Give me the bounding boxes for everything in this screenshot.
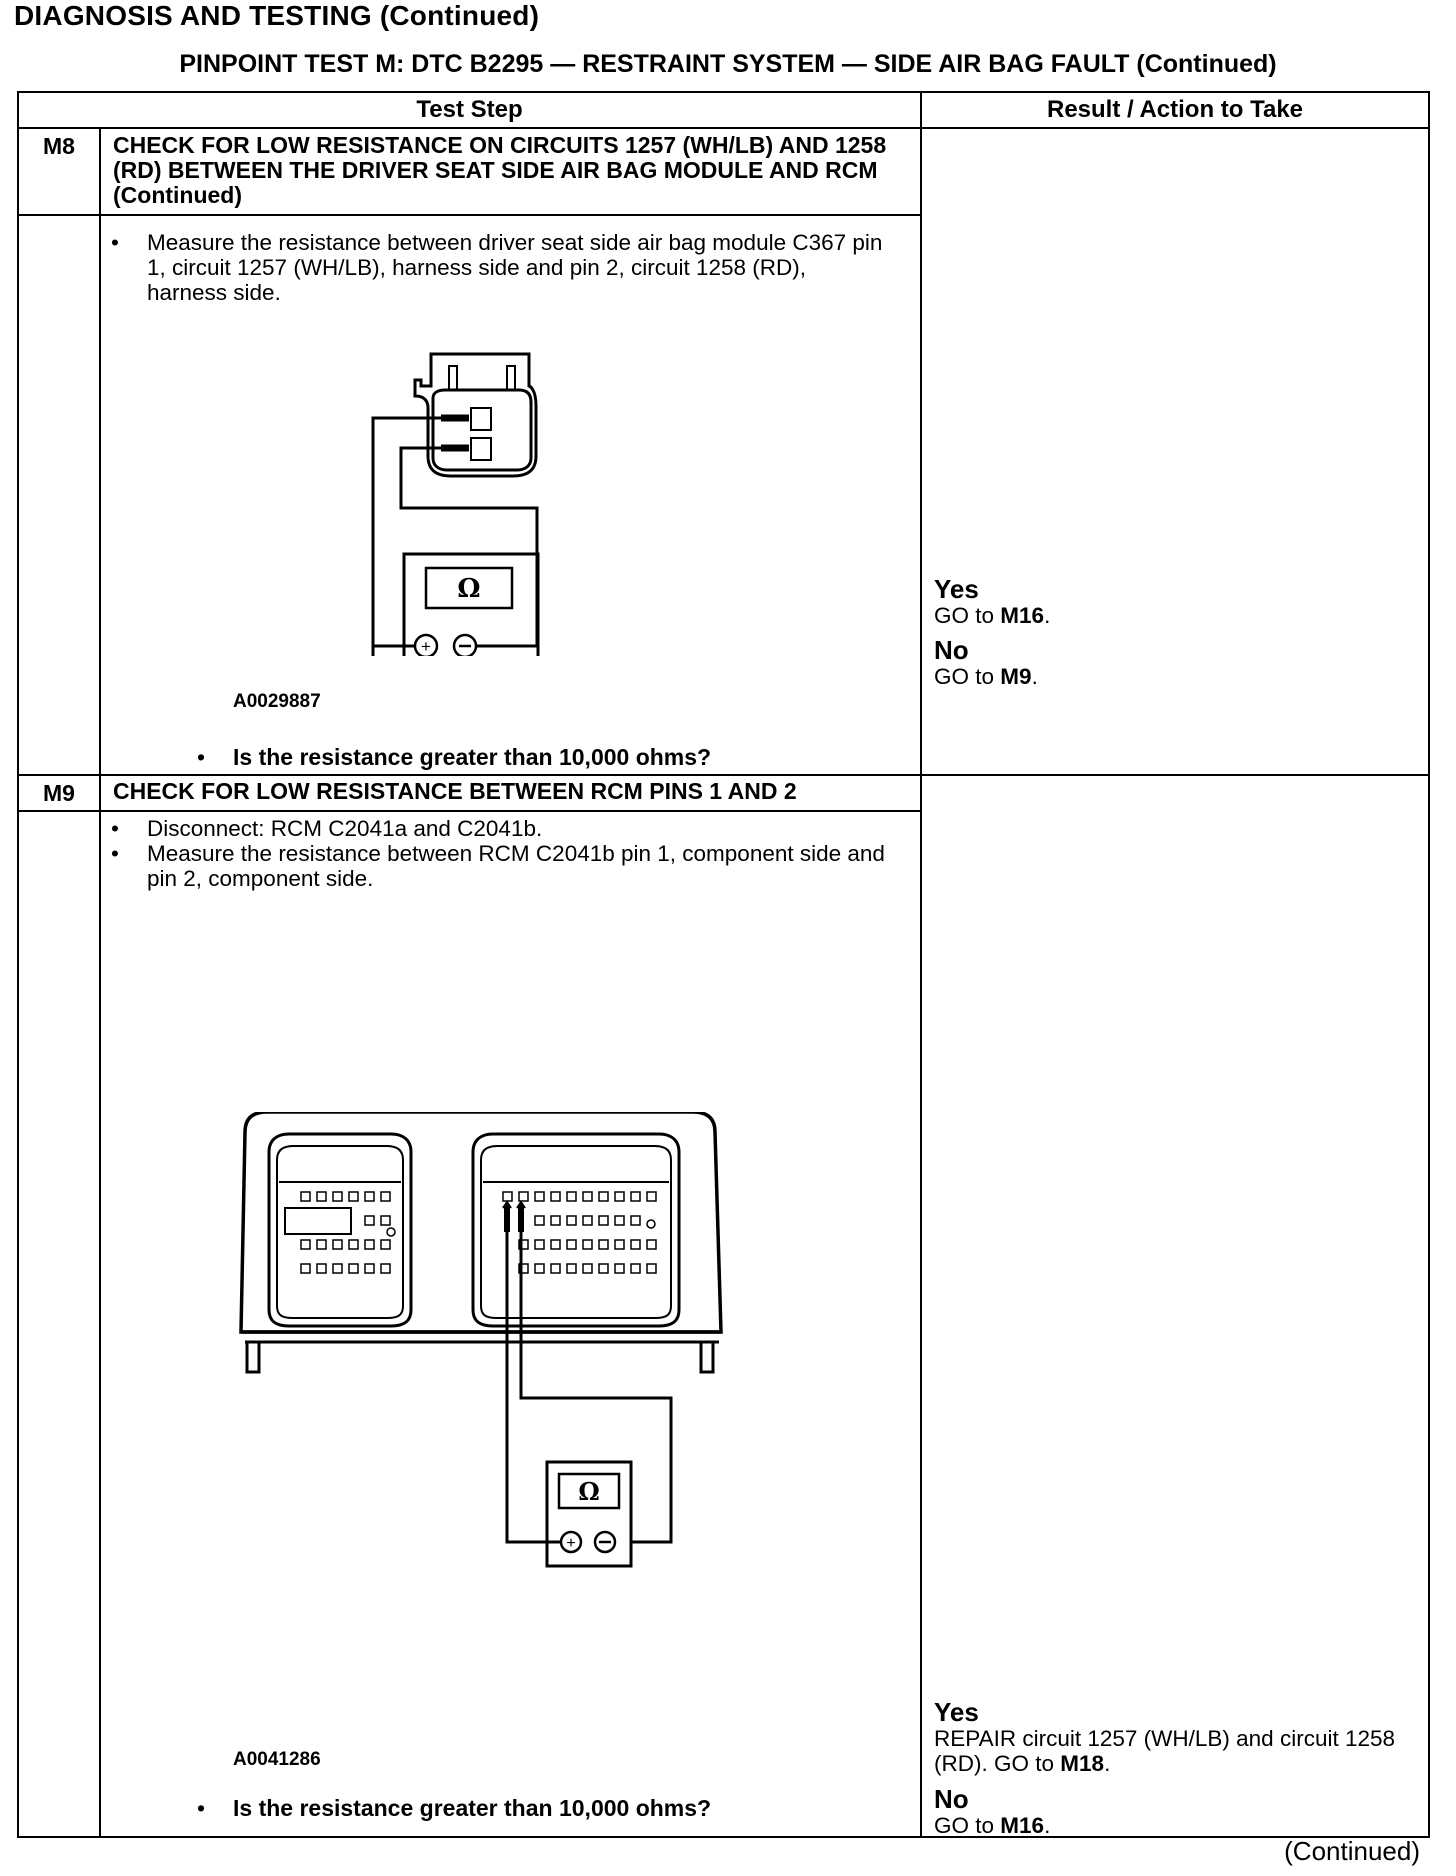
step-instructions: [101, 216, 920, 305]
instruction-item: • Measure the resistance between driver seat side air bag module C367 pin 1, circuit 1257 (WH/LB), harness side and pin 2, circuit 1258 (RD), harness side.: [147, 230, 890, 305]
figure-code: A0041286: [233, 1749, 321, 1770]
yes-action: GO to: [934, 603, 995, 628]
punctuation: .: [1031, 664, 1038, 689]
instruction-item: • Measure the resistance between RCM C2041b pin 1, component side and pin 2, component side.: [147, 841, 890, 891]
result-no: [934, 636, 1038, 689]
rcm-c2041-ohmmeter-diagram: [231, 1112, 851, 1612]
step-title: CHECK FOR LOW RESISTANCE BETWEEN RCM PINS 1 AND 2: [100, 775, 921, 811]
step-link-m16[interactable]: M16: [1000, 603, 1045, 628]
no-label: No: [934, 635, 969, 665]
step-m8-result-cell: [921, 128, 1429, 775]
ohm-symbol: Ω: [578, 1477, 600, 1506]
step-question: • Is the resistance greater than 10,000 ohms?: [233, 1795, 711, 1822]
result-yes: [934, 1698, 1428, 1776]
step-id: M8: [18, 128, 100, 215]
yes-label: Yes: [934, 574, 979, 604]
punctuation: .: [1104, 1751, 1111, 1776]
ohm-symbol: Ω: [457, 574, 481, 604]
punctuation: .: [1044, 603, 1051, 628]
yes-action: REPAIR circuit 1257 (WH/LB) and circuit 1258 (RD). GO to: [934, 1726, 1396, 1776]
step-id-blank: [18, 811, 100, 1837]
step-link-m18[interactable]: M18: [1060, 1751, 1105, 1776]
result-no: [934, 1785, 1050, 1838]
step-m9-title-row: [18, 775, 1429, 811]
figure-code: A0029887: [233, 691, 321, 712]
step-m8-body: [100, 215, 921, 775]
page-heading: DIAGNOSIS AND TESTING (Continued): [14, 0, 540, 31]
step-instructions: [101, 812, 920, 891]
result-yes: [934, 575, 1050, 628]
step-m8-title-row: [18, 128, 1429, 215]
step-m9-result-cell: [921, 775, 1429, 1837]
step-m9-body: [100, 811, 921, 1837]
svg-text:+: +: [566, 1535, 576, 1552]
pinpoint-test-title: PINPOINT TEST M: DTC B2295 — RESTRAINT SYSTEM — SIDE AIR BAG FAULT (Continued): [179, 50, 1277, 78]
punctuation: .: [1044, 1813, 1051, 1838]
no-action: GO to: [934, 664, 995, 689]
no-label: No: [934, 1784, 969, 1814]
step-id-blank: [18, 215, 100, 775]
connector-c367-ohmmeter-diagram: [361, 346, 621, 656]
step-link-m9[interactable]: M9: [1000, 664, 1032, 689]
continued-footer: (Continued): [1284, 1836, 1420, 1866]
column-header-test-step: Test Step: [18, 92, 921, 128]
table-header-row: [18, 92, 1429, 128]
step-question: • Is the resistance greater than 10,000 ohms?: [233, 744, 711, 771]
no-action: GO to: [934, 1813, 995, 1838]
pinpoint-test-table: [17, 91, 1430, 1838]
yes-label: Yes: [934, 1697, 979, 1727]
step-id: M9: [18, 775, 100, 811]
step-title: CHECK FOR LOW RESISTANCE ON CIRCUITS 1257 (WH/LB) AND 1258 (RD) BETWEEN THE DRIVER SEAT SIDE AIR BAG MODULE AND RCM (Continued): [100, 128, 921, 215]
svg-text:+: +: [421, 637, 431, 656]
column-header-result: Result / Action to Take: [921, 92, 1429, 128]
instruction-item: • Disconnect: RCM C2041a and C2041b.: [147, 816, 890, 841]
step-link-m16[interactable]: M16: [1000, 1813, 1045, 1838]
